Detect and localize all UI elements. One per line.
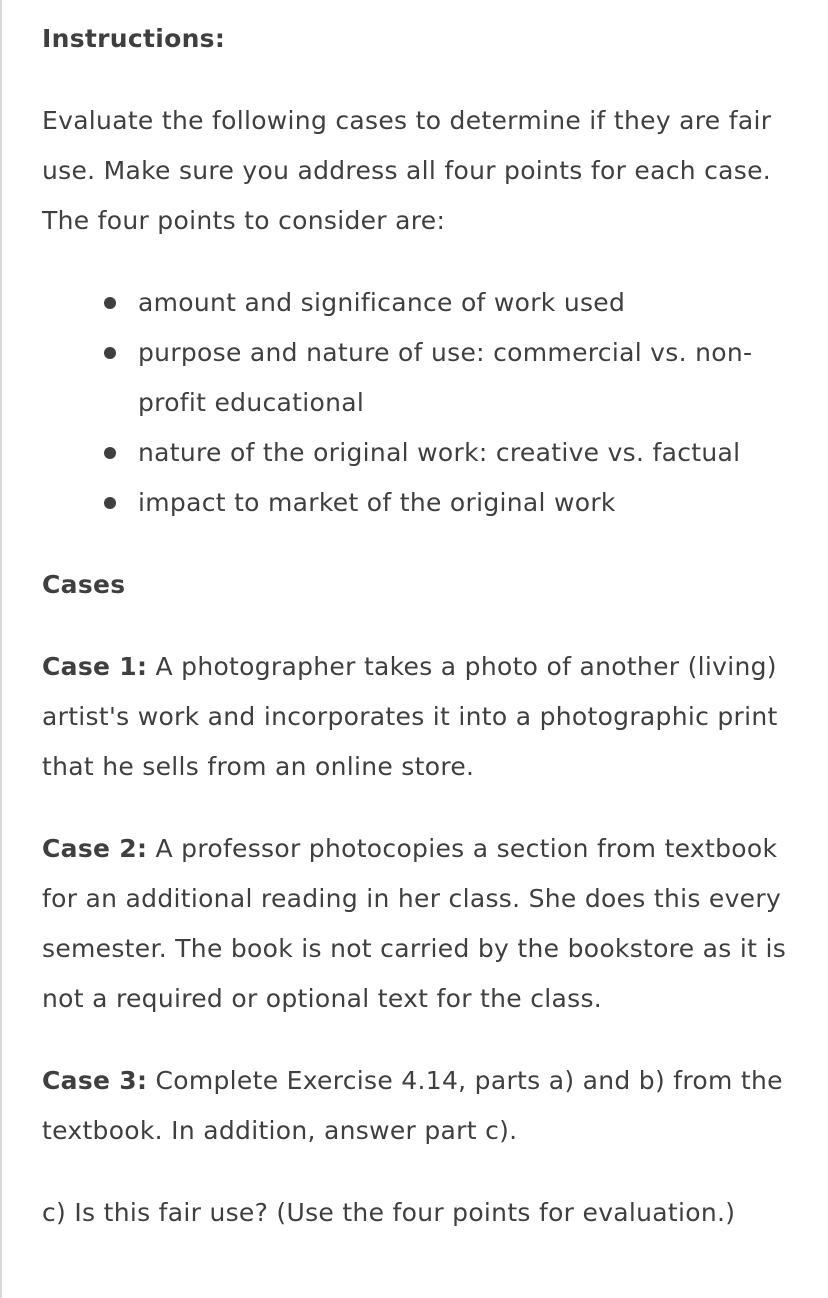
four-points-list [42,278,812,528]
left-border-rule [0,0,2,1298]
case-label: Case 2: [42,834,148,863]
case-text: A professor photocopies a section from textbook for an additional reading in her class. She does this every semester. The book is not carried by the bookstore as it is not a required or optional text for the class. [42,834,787,1013]
bullet-icon [104,347,116,359]
bullet-icon [104,297,116,309]
case-text: Complete Exercise 4.14, parts a) and b) from the textbook. In addition, answer part c). [42,1066,783,1145]
list-item [138,278,812,328]
cases-heading: Cases [42,570,126,599]
case-3 [42,1056,812,1156]
point-text: nature of the original work: creative vs. factual [138,438,741,467]
case-1 [42,642,812,792]
point-text: amount and significance of work used [138,288,626,317]
assignment-content [42,14,812,1270]
case-3-question: c) Is this fair use? (Use the four points for evaluation.) [42,1198,736,1227]
list-item [138,328,812,428]
list-item [138,478,812,528]
point-text: purpose and nature of use: commercial vs. non-profit educational [138,338,753,417]
bullet-icon [104,447,116,459]
list-item [138,428,812,478]
bullet-icon [104,497,116,509]
point-text: impact to market of the original work [138,488,616,517]
instructions-intro: Evaluate the following cases to determine if they are fair use. Make sure you address all four points for each case. The four points to consider are: [42,106,772,235]
case-label: Case 3: [42,1066,148,1095]
case-2 [42,824,812,1024]
case-text: A photographer takes a photo of another (living) artist's work and incorporates it into a photographic print that he sells from an online store. [42,652,778,781]
instructions-heading: Instructions: [42,24,226,53]
case-label: Case 1: [42,652,148,681]
